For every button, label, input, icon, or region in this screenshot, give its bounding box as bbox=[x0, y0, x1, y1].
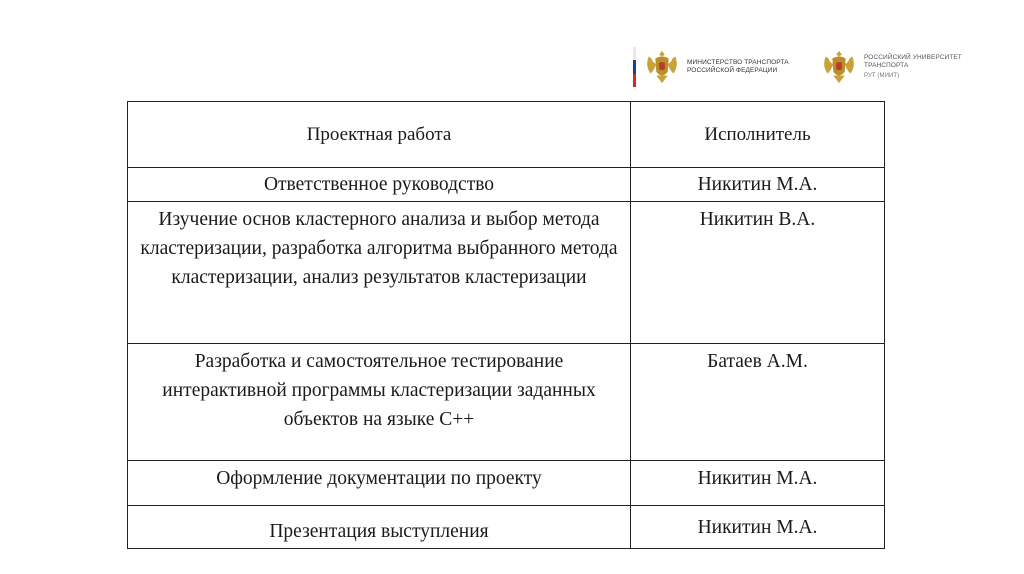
task-cell: Ответственное руководство bbox=[128, 168, 631, 202]
ministry-logo bbox=[633, 44, 789, 90]
project-assignments-table bbox=[127, 101, 885, 549]
executor-cell: Никитин М.А. bbox=[631, 461, 885, 506]
flag-white bbox=[633, 47, 636, 60]
table-header-row bbox=[128, 102, 885, 168]
russian-flag-stripe bbox=[633, 47, 636, 87]
university-name-abbr: РУТ (МИИТ) bbox=[864, 73, 900, 79]
table-row bbox=[128, 202, 885, 344]
executor-cell: Батаев А.М. bbox=[631, 344, 885, 461]
university-name-line2: ТРАНСПОРТА bbox=[864, 62, 909, 69]
task-cell: Разработка и самостоятельное тестирование интерактивной программы кластеризации заданных объектов на языке C++ bbox=[128, 344, 631, 461]
flag-blue bbox=[633, 60, 636, 73]
university-logo bbox=[820, 44, 962, 90]
table-row bbox=[128, 506, 885, 549]
task-cell: Изучение основ кластерного анализа и выбор метода кластеризации, разработка алгоритма выбранного метода кластеризации, анализ результатов кластеризации bbox=[128, 202, 631, 344]
executor-cell: Никитин М.А. bbox=[631, 506, 885, 549]
header-task: Проектная работа bbox=[128, 102, 631, 168]
university-name bbox=[864, 54, 962, 80]
table-row bbox=[128, 344, 885, 461]
executor-cell: Никитин В.А. bbox=[631, 202, 885, 344]
double-headed-eagle-icon bbox=[820, 47, 858, 87]
ministry-name bbox=[687, 59, 789, 75]
header-executor: Исполнитель bbox=[631, 102, 885, 168]
double-headed-eagle-icon bbox=[643, 47, 681, 87]
task-cell: Оформление документации по проекту bbox=[128, 461, 631, 506]
header-logos bbox=[0, 44, 1024, 94]
executor-cell: Никитин М.А. bbox=[631, 168, 885, 202]
flag-red bbox=[633, 74, 636, 87]
university-name-line1: РОССИЙСКИЙ УНИВЕРСИТЕТ bbox=[864, 54, 962, 61]
ministry-name-line2: РОССИЙСКОЙ ФЕДЕРАЦИИ bbox=[687, 67, 778, 74]
table-row bbox=[128, 168, 885, 202]
task-cell: Презентация выступления bbox=[128, 506, 631, 549]
table-row bbox=[128, 461, 885, 506]
ministry-name-line1: МИНИСТЕРСТВО ТРАНСПОРТА bbox=[687, 59, 789, 66]
